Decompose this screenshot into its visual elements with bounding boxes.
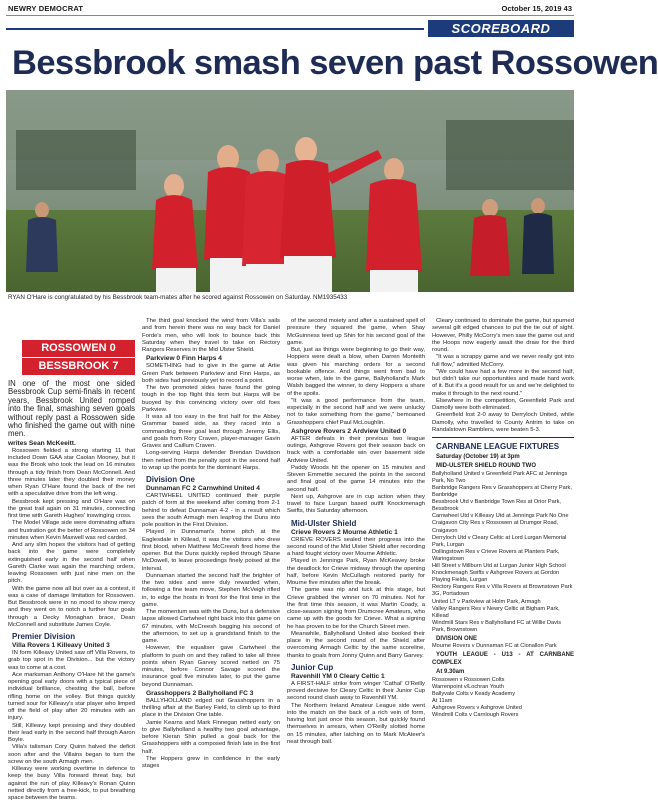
paragraph: Villa's talisman Cory Quinn halved the deficit soon after and the Villains began to turn the screw on the south Armagh men. bbox=[8, 744, 135, 765]
paragraph: Still, Killeavy kept pressing and they doubled their lead early in the second half through Aaron Boyle. bbox=[8, 722, 135, 744]
match-heading: Crieve Rovers 2 Mourne Athletic 1 bbox=[291, 528, 398, 536]
paragraph: The Model Village side were dominating affairs and frustration got the better of Rossowen on 34 minutes when Kevin Maxwell was red carded. bbox=[8, 520, 135, 541]
fixture-item: At 11am bbox=[432, 697, 453, 704]
paragraph: Ace marksman Anthony O'Hare hit the game's opening goal early doors with a typical piece of individual brilliance, chesting the ball, before rifling home on the volley. But things quickly turned sour for Killeavy's star player who limped off the field of play after 20 minutes with an injury. bbox=[8, 671, 135, 722]
fixture-item: Hill Street v Millburn Utd at Lurgan Junior High School bbox=[432, 563, 566, 570]
paragraph: The Hoppers grew in confidence in the early stages bbox=[142, 755, 280, 769]
paragraph: CRIEVE ROVERS sealed their progress into the second round of the Mid Ulster Shield after recording a hard fought victory over Mourne Athletic. bbox=[287, 536, 425, 557]
fixture-item: Dollingstown Res v Crieve Rovers at Planters Park, Waringstown bbox=[432, 548, 560, 562]
fixture-item: Craigavon City Res v Rossowen at Drumgor Road, Craigavon bbox=[432, 520, 559, 534]
paragraph: But, just as things were beginning to go their way, Hoppers were dealt a blow, when Darren Monteith was given his marching orders for a second bookable offence. And things went from bad to worse when, late in the game, Ballyholland's Mark Walsh bagged the winner, to deny Hoppers a share of the spoils. bbox=[287, 347, 425, 397]
paragraph: IN form Killeavy United saw off Villa Rovers, to grab top spot in the Division... but the victory was to come at a cost. bbox=[8, 650, 135, 671]
paragraph: Cleary continued to dominate the game, but spurned several gilt edged chances to put the tie out of sight. However, Philly McCorry's men saw the game out and the Hoops now eagerly await the draw for the third round. bbox=[432, 318, 574, 353]
match-heading: Grasshoppers 2 Ballyholland FC 3 bbox=[146, 689, 254, 697]
photo-caption: RYAN O'Hare is congratulated by his Bessbrook team-mates after he scored against Rossowen on Saturday. NM1935433 bbox=[8, 294, 348, 301]
paragraph: Bessbrook kept pressing and O'Hare was on the great trail again on 31 minutes, connecting first time with Gareth Hughes' inswinging cross. bbox=[8, 498, 135, 520]
paragraph: Paddy Woods hit the opener on 15 minutes and Steven Emmettie secured the points in the second and final goal of the game 14 minutes into the second half. bbox=[287, 464, 425, 493]
fixture-item: Rossowen v Rossowen Colts bbox=[432, 676, 505, 683]
section-heading: Premier Division bbox=[12, 632, 76, 642]
fixture-item: Bessbrook Utd v Banbridge Town Res at Orior Park, Bessbrook bbox=[432, 499, 561, 513]
scoreline bbox=[22, 340, 135, 376]
match-heading: Ravenhill YM 0 Cleary Celtic 1 bbox=[291, 672, 385, 680]
section-bar bbox=[0, 19, 580, 39]
paragraph: A FIRST-HALF strike from winger 'Cathal' O'Reilly proved decisive for Cleary Celtic in their Junior Cup second round clash away to Ravenhill YM. bbox=[287, 680, 425, 702]
match-heading: Villa Rovers 1 Killeavy United 3 bbox=[12, 642, 110, 650]
fixtures-title: CARNBANE LEAGUE FIXTURES bbox=[436, 442, 560, 451]
issue-date: October 15, 2019 43 bbox=[501, 4, 572, 13]
fixture-item: Carnwheel Utd v Killeavy Utd at Jennings Park No One bbox=[432, 513, 569, 520]
column-3 bbox=[287, 318, 425, 746]
match-heading: Dunnaman FC 2 Carnwhind United 4 bbox=[146, 485, 260, 492]
paragraph: However, the equaliser gave Cartwheel the platform to push on and they rallied to take all three points when Ryan Garvey scored netted on 75 minutes, before Connor Savage scored the insurance goal five minutes later, to put the game beyond Dunnaman. bbox=[142, 645, 280, 688]
fixture-item: Ballyholland United v Greenfield Park AFC at Jennings Park, No Two bbox=[432, 470, 568, 484]
fixture-item: Derryloch Utd v Cleary Celtic at Lord Lurgan Memorial Park, Lurgan bbox=[432, 534, 567, 548]
paragraph: "We could have had a few more in the second half, but didn't take our opportunities and made hard work of it. But it's a good result for us and we're delighted to make it through to the next round." bbox=[432, 368, 574, 397]
paragraph: Next up, Ashgrove are in cup action when they travel to face Lurgan based outfit Knockmenagh Swifts, this Saturday afternoon. bbox=[287, 493, 425, 515]
paragraph: Played in Jennings Park, Ryan McKeavey broke the deadlock for Crieve midway through the opening half, before Kevin McCullagh restored parity for Mourne five minutes after the break. bbox=[287, 558, 425, 586]
fixture-item: Windmill Colts v Carnlough Rovers bbox=[432, 712, 519, 719]
story-lede: IN one of the most one sided Bessbrook Cup semi-finals in recent years, Bessbrook United romped into the final, smashing seven goals without reply past a Rossowen side who finished the game out with nine men. bbox=[8, 379, 135, 439]
paragraph: "It was a scrappy game and we never really got into full flow," admitted McCorry. bbox=[432, 354, 574, 368]
youth-time-heading: At 9.30am bbox=[436, 669, 465, 676]
paragraph: With the game now all but over as a contest, it was a case of damage limitation for Rossowen. But Bessbrook were in no mood to show mercy and they went on to notch a further four goals through a Decky Monaghan brace, Dean McConnell and substitute James Coyle. bbox=[8, 585, 135, 628]
paragraph: "It was a good performance from the team, especially in the second half and we were unlucky not to take something from the game," bemoaned Grasshoppers chief Paul McLoughlin. bbox=[287, 397, 425, 426]
section-heading: Division One bbox=[146, 475, 195, 484]
column-4 bbox=[432, 318, 574, 719]
paragraph: Jamie Kearns and Mark Finnegan netted early on to give Ballyholland a healthy two goal advantage, before Kieran Shin pulled a goal back for the Grasshoppers with a composed finish late in the first half. bbox=[142, 719, 280, 755]
column-1 bbox=[8, 380, 135, 802]
match-heading: Parkview 0 Finn Harps 4 bbox=[146, 355, 222, 363]
score-home: ROSSOWEN 0 bbox=[22, 340, 135, 357]
page-headline: Bessbrook smash seven past Rossowen bbox=[12, 44, 658, 82]
section-rule bbox=[6, 28, 424, 30]
paragraph: It was all too easy in the first half for the Abbey Grammar based side, as they raced into a commanding three goal lead through Jeremy Ellis, and goals from Rory Craven, player-manager Gavin Graves and Caillum Craven. bbox=[142, 414, 280, 449]
paragraph: Dunnaman started the second half the brighter of the two sides and were duly rewarded when, following a fine team move, Stephen McVeigh rifled in, to edge the hosts in front for the first time in the game. bbox=[142, 572, 280, 608]
section-heading: Junior Cup bbox=[291, 662, 334, 672]
paragraph: The game was nip and tuck at this stage, but Crieve grabbed the winner on 70 minutes. Not for the first time this season, it was Martin Coady, a close-season signing from Drumcree Amateurs, who came up with the goods for Crieve. What a signing he has proven to be for the Church Street men. bbox=[287, 587, 425, 630]
paragraph: Long-serving Harps defender Brendan Davidson then netted from the penalty spot in the second half to wrap up the points for the dominant Harps. bbox=[142, 450, 280, 471]
fixture-item: Warrenpoint v/Lochran Youth bbox=[432, 683, 504, 690]
score-away: BESSBROOK 7 bbox=[22, 358, 135, 375]
fixture-item: Rectory Rangers Res v Villa Rovers at Brownstown Park 3G, Portadown bbox=[432, 584, 573, 598]
fixtures-division-heading: DIVISION ONE bbox=[436, 635, 478, 642]
paragraph: The Northern Ireland Amateur League side went into the match on the back of a rich vein of form, having lost just once this season, but quickly found themselves in arrears, when O'Reilly slotted home on 15 minutes, after latching on to Mark McAteer's neat through ball. bbox=[287, 702, 425, 745]
players-photo-illustration bbox=[6, 90, 574, 292]
paragraph: The third goal knocked the wind from Villa's sails and from herein there was no way back for Daniel Forde's men, who will look to bounce back this Saturday when they travel to take on Rectory Rangers Reserves in the Mid Ulster Shield. bbox=[142, 318, 280, 353]
byline: writes Sean McKeeitt. bbox=[8, 439, 76, 447]
fixture-item: Valley Rangers Res v Newry Celtic at Bigham Park, Killead bbox=[432, 605, 560, 619]
section-heading: Mid-Ulster Shield bbox=[291, 518, 357, 528]
top-rule bbox=[6, 15, 574, 16]
paragraph: Elsewhere in the competition, Greenfield Park and Damolly were both eliminated. bbox=[432, 397, 574, 411]
paragraph: Killeavy were working overtime in defence to keep the busy Villa forward threat bay, but against the run of play Killeavy's Ronan Quinn netted directly from a free-kick, to put breathing space between the teams. bbox=[8, 766, 135, 802]
paragraph: And any slim hopes the visitors had of getting back into the game were completely extinguished early in the second half when Gareth Clarke was again the marching orders, leaving Rossowen with just nine men on the pitch. bbox=[8, 542, 135, 585]
fixture-item: Banbridge Rangers Res v Grasshoppers at Cherry Park, Banbridge bbox=[432, 485, 572, 499]
fixtures-date-heading: Saturday (October 19) at 3pm bbox=[436, 454, 520, 460]
paragraph: The two promoted sides have found the going tough in the top flight this term but Harps will be buoyed by this convincing victory over old foes Parkview. bbox=[142, 385, 280, 413]
fixture-item: Knockmenagh Swifts v Ashgrove Rovers at Gordon Playing Fields, Lurgan bbox=[432, 570, 560, 584]
paragraph: The momentum was with the Duns, but a defensive lapse allowed Cartwheel right back into this game on 67 minutes, with McCreesh bagging his second of the afternoon, to set up a grandstand finish to the game. bbox=[142, 609, 280, 644]
paragraph: Meanwhile, Ballyholland United also booked their place in the second round of the Shield after overcoming Armagh Celtic by the same scoreline, thanks to goals from Jonny Quinn and Barry Garvey. bbox=[287, 630, 425, 659]
fixtures-round-heading: MID-ULSTER SHIELD ROUND TWO bbox=[436, 463, 536, 470]
paragraph: BALLYHOLLAND edged out Grasshoppers in a thrilling affair at the Barley Field, to climb up to third place in the Division One table. bbox=[142, 697, 280, 719]
fixture-item: Ballyvale Colts v Keady Academy bbox=[432, 690, 516, 697]
newspaper-name: NEWRY DEMOCRAT bbox=[8, 4, 84, 13]
paragraph: Greenfield lost 2-0 away to Derryloch United, while Damolly, who travelled to County Antrim to take on Randalstown Ramblers, were beaten 5-3. bbox=[432, 412, 574, 433]
match-photo bbox=[6, 90, 574, 292]
paragraph: AFTER defeats in their previous two league outings, Ashgrove Rovers got their season back on track with a comfortable win over basement side Ardview United. bbox=[287, 435, 425, 464]
fixture-item: United LT v Parkview at Holm Park, Armagh bbox=[432, 598, 541, 605]
paragraph: CARTWHEEL UNITED continued their purple patch of form at the weekend after coming from 2-1 behind to defeat Dunnaman 4-2 - in a result which sees the south Armagh men leapfrog the Duns into pole position in the First Division. bbox=[142, 493, 280, 528]
column-2 bbox=[142, 318, 280, 770]
fixture-item: Ashgrove Rovers v Ashgrove United bbox=[432, 705, 522, 712]
fixture-item: Windmill Stars Res v Ballyholland FC at Willie Davis Park, Brownstown bbox=[432, 619, 562, 633]
fixtures-rule bbox=[432, 437, 574, 438]
match-heading: Ashgrove Rovers 2 Ardview United 0 bbox=[291, 427, 407, 435]
section-tag: SCOREBOARD bbox=[428, 20, 574, 37]
youth-league-heading: YOUTH LEAGUE - U13 - AT CARNBANE COMPLEX bbox=[432, 652, 574, 666]
paragraph: of the second moiety and after a sustained spell of pressure they squared the game, when Shay McGuinness teed up Shin for his second goal of the game. bbox=[287, 318, 425, 346]
paragraph: Played in Dunnaman's home pitch at the Eaglesdale in Killead, it was the visitors who drew first blood, when Matthew McCreesh fired home the opener. But the Duns quickly replied through Shane McDowell, to leave proceedings finely poised at the interval. bbox=[142, 529, 280, 572]
paragraph: Rossowen fielded a strong starting 11 that included Down GAA star Caolan Mooney, but it was the Brook who took the lead on 16 minutes through a tidy finish from Dean McConnell. And three minutes later they doubled their money when Ryan O'Hare found the back of the net with a speculative drive from the left wing. bbox=[8, 447, 135, 498]
paragraph: SOMETHING had to give in the game at Artie Green Park between Parkview and Finn Harps, as both sides had previously yet to record a point. bbox=[142, 363, 280, 384]
fixture-item: Mourne Rovers v Dunnaman FC at Clonallon Park bbox=[432, 643, 557, 650]
